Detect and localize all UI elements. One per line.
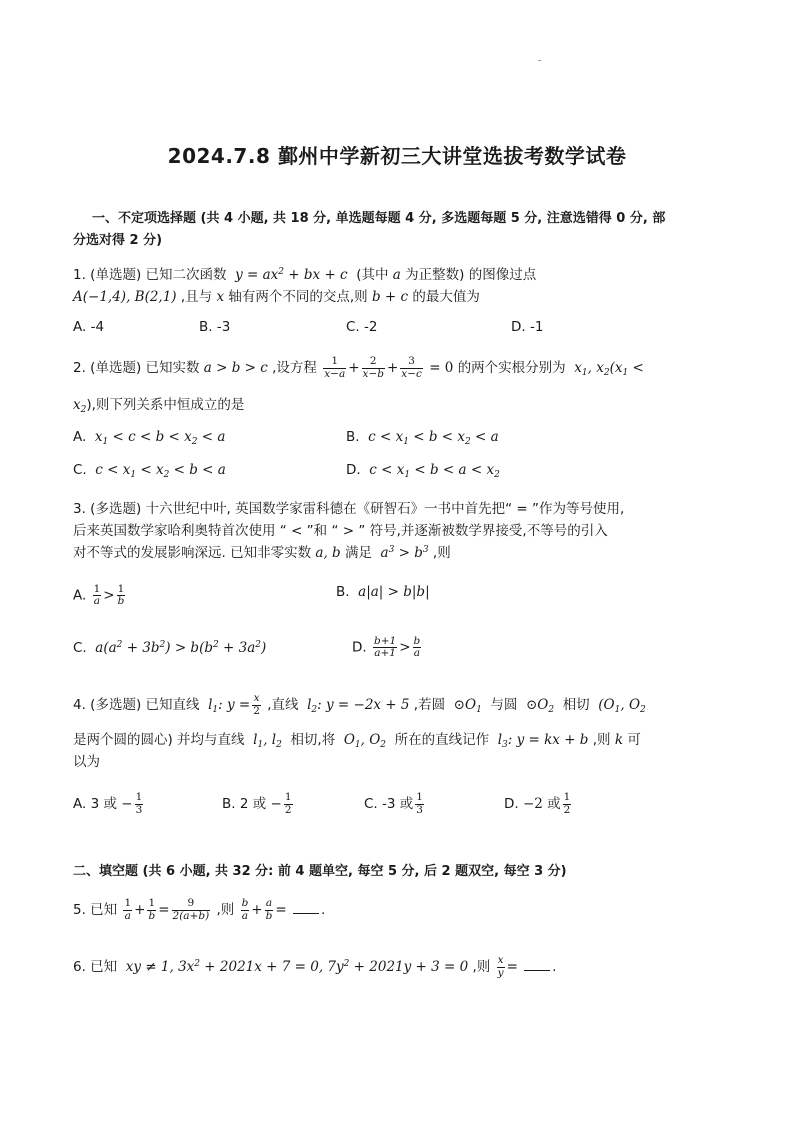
page-title: 2024.7.8 鄞州中学新初三大讲堂选拔考数学试卷 <box>167 144 627 168</box>
q4-circle2: $⊙O_2$ <box>521 697 555 715</box>
q2-line2-tail: ),则下列关系中恒成立的是 <box>86 397 245 413</box>
q1-line2-end: 轴有两个不同的交点,则 <box>228 289 368 305</box>
q3-option-b: B. a|a| > b|b| <box>336 584 430 600</box>
q1-option-b: B. -3 <box>199 319 231 335</box>
q4-circle1: $⊙O_1$ <box>449 697 482 715</box>
q1-line1 <box>73 263 536 283</box>
q3-line3-prefix: 对不等式的发展影响深远. 已知非零实数 <box>73 545 312 561</box>
q3-option-a: A. $\frac{1}{a}$ > $\frac{1}{b}$ <box>73 583 125 608</box>
q1-line2 <box>73 285 480 305</box>
q4-line1: 4. (多选题) 已知直线 $l_1$: y = $\frac{x}{2}$ ,直线 $l_2$: y = −2x + 5 ,若圆 $⊙O_1$ 与圆 $⊙O_2$ 相切 ($O_1$, $O_2$ <box>73 692 646 717</box>
q6-answer-blank[interactable] <box>524 958 550 971</box>
q3-line1: 3. (多选题) 十六世纪中叶, 英国数学家雷科德在《研智石》一书中首先把“ = ”作为等号使用, <box>73 501 625 517</box>
q1-points: A(−1,4), B(2,1) <box>73 289 177 305</box>
q1-a: a <box>392 267 401 283</box>
q1-prefix: 1. (单选题) 已知二次函数 <box>73 267 227 283</box>
q3-option-d: D. $\frac{b+1}{a+1}$ > $\frac{b}{a}$ <box>352 635 421 660</box>
q6-line: 6. 已知 xy ≠ 1, $3x^2 + 2021x + 7 = 0$, $7y^2 + 2021y + 3 = 0$ ,则 $\frac{x}{y}$ = . <box>73 954 557 979</box>
q1-bc: b + c <box>371 289 409 305</box>
q4-line2: 是两个圆的圆心) 并均与直线 $l_1$, $l_2$ 相切,将 $O_1$, $O_2$ 所在的直线记作 $l_3$: y = kx + b ,则 k 可 <box>73 732 641 750</box>
q1-function: $y = ax^2$ + bx + c <box>230 267 352 283</box>
q1-tail: 的最大值为 <box>412 289 480 305</box>
section1-heading-line2: 分选对得 2 分) <box>73 233 163 248</box>
q4-option-a: A. 3 或 − $\frac{1}{3}$ <box>73 791 143 816</box>
section2-heading: 二、填空题 (共 6 小题, 共 32 分: 前 4 题单空, 每空 5 分, 后 2 题双空, 每空 3 分) <box>73 864 567 879</box>
q4-option-b: B. 2 或 − $\frac{1}{2}$ <box>222 791 292 816</box>
section1-heading-line1: 一、不定项选择题 (共 4 小题, 共 18 分, 单选题每题 4 分, 多选题每题 5 分, 注意选错得 0 分, 部 <box>92 211 666 226</box>
q1-option-d: D. -1 <box>511 319 544 335</box>
q2-option-a: A. $x_1 < c < b < x_2 < a$ <box>73 429 226 447</box>
q3-line3 <box>73 541 451 561</box>
q5-answer-blank[interactable] <box>293 901 319 914</box>
q4-line3: 以为 <box>73 754 100 770</box>
q2-option-b: B. $c < x_1 < b < x_2 < a$ <box>346 429 499 447</box>
q1-x: x <box>216 289 225 305</box>
q5-line: 5. 已知 $\frac{1}{a}$ + $\frac{1}{b}$ = $\frac{9}{2(a+b)}$ ,则 $\frac{b}{a}$ + $\frac{a}{b}$ = . <box>73 897 326 922</box>
q1-line2-mid: ,且与 <box>180 289 213 305</box>
q2-line1: 2. (单选题) 已知实数 a > b > c ,设方程 $\frac{1}{x-a}$ + $\frac{2}{x-b}$ + $\frac{3}{x-c}$ = 0 的两个实根分别为 $x_1$, $x_2(x_1$ < <box>73 355 644 380</box>
q2-mid: ,设方程 <box>272 360 317 376</box>
q4-option-d: D. −2 或 $\frac{1}{2}$ <box>504 791 571 816</box>
q2-option-d: D. $c < x_1 < b < a < x_2$ <box>346 462 500 480</box>
q1-option-c: C. -2 <box>346 319 378 335</box>
q3-line2: 后来英国数学家哈利奥特首次使用 “ < ”和 “ > ” 符号,并逐渐被数学界接受,不等号的引入 <box>73 523 608 539</box>
q2-mid2: 的两个实根分别为 <box>457 360 566 376</box>
q4-l1: $l_1$: y = <box>203 697 251 715</box>
q1-mid: (其中 <box>356 267 389 283</box>
q3-ab: a, b <box>315 545 341 561</box>
q4-l2: $l_2$: y = −2x + 5 <box>302 697 410 715</box>
q2-option-c: C. $c < x_1 < x_2 < b < a$ <box>73 462 226 480</box>
q2-frac3: $\frac{3}{x-c}$ <box>401 355 422 380</box>
q1-mid2: 为正整数) 的图像过点 <box>405 267 537 283</box>
q2-frac2: $\frac{2}{x-b}$ <box>362 355 384 380</box>
q2-frac1: $\frac{1}{x-a}$ <box>324 355 346 380</box>
q1-option-a: A. -4 <box>73 319 105 335</box>
q3-condition: $a^3 > b^3$ <box>376 545 429 561</box>
scan-mark <box>538 60 541 61</box>
q2-condition: a > b > c <box>203 360 268 376</box>
q2-prefix: 2. (单选题) 已知实数 <box>73 360 200 376</box>
q2-x2: $x_2$ <box>73 397 87 415</box>
q3-line3-tail: ,则 <box>432 545 451 561</box>
q3-option-c: C. $a(a^2 + 3b^2) > b(b^2 + 3a^2)$ <box>73 640 267 656</box>
q4-option-c: C. -3 或 $\frac{1}{3}$ <box>364 791 423 816</box>
q2-roots: $x_1$, $x_2(x_1$ < <box>569 360 644 378</box>
q2-line2 <box>73 393 244 415</box>
q4-prefix: 4. (多选题) 已知直线 <box>73 697 200 713</box>
q3-line3-mid: 满足 <box>344 545 372 561</box>
